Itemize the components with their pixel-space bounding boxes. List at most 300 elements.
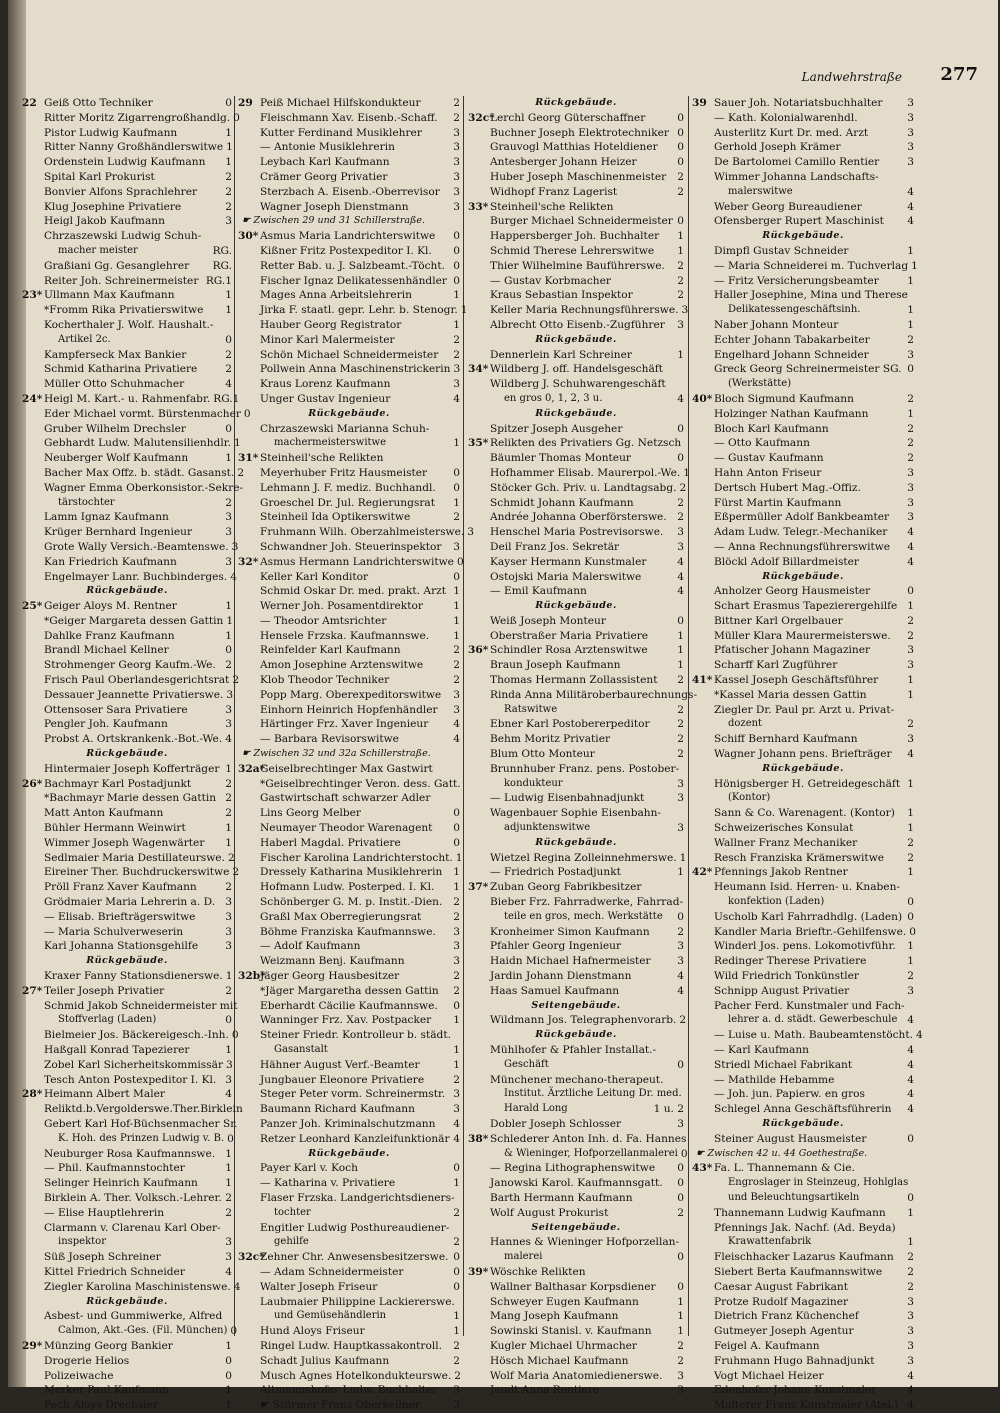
floor-number: 3 — [226, 1058, 233, 1071]
directory-entry — [238, 880, 460, 895]
floor-number: 0 — [225, 1014, 232, 1027]
directory-entry — [692, 496, 914, 511]
entry-text: Blum Otto Monteur — [490, 748, 595, 761]
directory-entry — [238, 1013, 460, 1028]
entry-text: Ziegler Karolina Maschinistenswe. — [44, 1280, 231, 1293]
floor-number: 0 — [677, 1280, 684, 1293]
entry-text: Jardin Johann Dienstmann — [490, 970, 632, 983]
section-heading-text: Seitengebäude. — [531, 999, 621, 1011]
house-number — [22, 1354, 44, 1369]
floor-number: 3 — [907, 1325, 914, 1338]
house-number — [468, 303, 490, 318]
floor-number: 2 — [677, 496, 684, 509]
house-number — [692, 1221, 714, 1236]
floor-number: 1 — [677, 659, 684, 672]
floor-number: 0 — [225, 644, 232, 657]
directory-entry — [692, 703, 914, 718]
directory-entry — [238, 200, 460, 215]
entry-text: Geiger Aloys M. Rentner — [44, 600, 177, 613]
section-heading — [692, 229, 914, 244]
house-number — [238, 288, 260, 303]
directory-entry — [238, 658, 460, 673]
floor-number — [229, 1309, 232, 1324]
floor-number: 2 — [677, 748, 684, 761]
directory-entry — [692, 126, 914, 141]
entry-text: Sowinski Stanisl. v. Kaufmann — [490, 1325, 652, 1338]
section-heading — [238, 407, 460, 422]
entry-text: Münzing Georg Bankier — [44, 1339, 173, 1352]
directory-entry — [692, 836, 914, 851]
floor-number: 3 — [225, 1251, 232, 1264]
floor-number: 3 — [677, 318, 684, 331]
house-number — [238, 732, 260, 747]
floor-number: 4 — [225, 378, 232, 391]
section-heading — [468, 1221, 684, 1236]
entry-text: Wolf August Prokurist — [490, 1206, 609, 1219]
house-number — [22, 762, 44, 777]
directory-entry — [238, 1176, 460, 1191]
directory-entry — [692, 806, 914, 821]
floor-number: 2 — [453, 1339, 460, 1352]
floor-number: 3 — [907, 644, 914, 657]
house-number — [238, 658, 260, 673]
directory-entry — [468, 1280, 684, 1295]
entry-text: Crämer Georg Privatier — [260, 170, 388, 183]
entry-text: Neuberger Wolf Kaufmann — [44, 452, 189, 465]
directory-entry — [22, 1265, 232, 1280]
house-number — [692, 126, 714, 141]
entry-text: Teiler Joseph Privatier — [44, 984, 165, 997]
directory-entry — [468, 629, 684, 644]
directory-entry — [22, 244, 232, 259]
house-number — [22, 126, 44, 141]
directory-entry — [692, 1398, 914, 1413]
directory-entry — [238, 229, 460, 244]
entry-text: Fleischhacker Lazarus Kaufmann — [714, 1251, 894, 1264]
house-number — [692, 510, 714, 525]
house-number — [692, 496, 714, 511]
entry-text: Mages Anna Arbeitslehrerin — [260, 289, 412, 302]
entry-text: und Beleuchtungsartikeln — [728, 1191, 860, 1203]
directory-entry — [692, 851, 914, 866]
house-number — [692, 791, 714, 806]
directory-entry — [692, 1206, 914, 1221]
directory-entry — [468, 969, 684, 984]
house-number — [22, 658, 44, 673]
directory-entry — [468, 1235, 684, 1250]
entry-text: machermeisterswitwe — [274, 437, 387, 449]
house-number — [238, 1117, 260, 1132]
entry-text: — Luise u. Math. Baubeamtenstöcht. — [714, 1029, 913, 1042]
house-number — [468, 1087, 490, 1102]
house-number — [22, 1191, 44, 1206]
floor-number: 2 — [453, 1206, 460, 1219]
house-number — [468, 703, 490, 718]
floor-number: 2 — [225, 170, 232, 183]
floor-number: 3 — [225, 526, 232, 539]
floor-number: 2 — [225, 348, 232, 361]
floor-number: 3 — [677, 792, 684, 805]
entry-text: Thomas Hermann Zollassistent — [490, 674, 658, 687]
entry-text: Bloch Sigmund Kaufmann — [714, 392, 854, 405]
directory-entry — [238, 1383, 460, 1398]
floor-number — [229, 318, 232, 333]
section-heading-text: Rückgebäude. — [535, 333, 617, 345]
floor-number: 0 — [677, 141, 684, 154]
floor-number: 2 — [677, 718, 684, 731]
directory-entry — [238, 939, 460, 954]
directory-entry — [692, 954, 914, 969]
floor-number: 1 — [225, 289, 232, 302]
entry-text: Hensele Frzska. Kaufmannswe. — [260, 629, 430, 642]
floor-number: 2 — [907, 614, 914, 627]
directory-entry — [22, 200, 232, 215]
entry-text: Fürst Martin Kaufmann — [714, 496, 842, 509]
floor-number: 1 — [453, 1177, 460, 1190]
entry-text: Birklein A. Ther. Volksch.-Lehrer. — [44, 1191, 222, 1204]
floor-number — [681, 880, 684, 895]
floor-number: 2 — [225, 792, 232, 805]
floor-number: 4 — [907, 540, 914, 553]
floor-number: 0 — [233, 111, 240, 124]
entry-text: Grauvogl Matthias Hoteldiener — [490, 141, 658, 154]
entry-text: Amon Josephine Arztenswitwe — [260, 659, 424, 672]
entry-text: Kutter Ferdinand Musiklehrer — [260, 126, 422, 139]
house-number — [692, 851, 714, 866]
directory-entry — [238, 1265, 460, 1280]
floor-number: 3 — [907, 156, 914, 169]
floor-number: 4 — [225, 1265, 232, 1278]
directory-entry — [22, 1132, 232, 1147]
entry-text: Schön Michael Schneidermeister — [260, 348, 439, 361]
entry-text: Asbest- und Gummiwerke, Alfred — [44, 1310, 223, 1323]
house-number — [238, 880, 260, 895]
floor-number: 2 — [677, 289, 684, 302]
house-number: 29* — [22, 1339, 43, 1352]
cross-street-note — [238, 747, 460, 762]
directory-entry — [692, 791, 914, 806]
directory-entry — [692, 1102, 914, 1117]
house-number — [692, 658, 714, 673]
floor-number: 0 — [453, 1265, 460, 1278]
house-number — [22, 466, 44, 481]
entry-text: Jirka F. staatl. gepr. Lehr. b. Stenogr. — [260, 304, 458, 317]
floor-number: 0 — [225, 422, 232, 435]
directory-entry — [22, 1206, 232, 1221]
entry-text: Krüger Bernhard Ingenieur — [44, 526, 193, 539]
directory-entry — [468, 451, 684, 466]
house-number — [692, 969, 714, 984]
house-number — [468, 1117, 490, 1132]
entry-text: Haberl Magdal. Privatiere — [260, 836, 401, 849]
directory-entry — [468, 1117, 684, 1132]
floor-number: 1 — [677, 230, 684, 243]
directory-entry — [22, 1043, 232, 1058]
directory-entry — [692, 629, 914, 644]
floor-number: 0 — [225, 1369, 232, 1382]
entry-text: Deil Franz Jos. Sekretär — [490, 540, 620, 553]
house-number — [468, 1043, 490, 1058]
floor-number: 3 — [225, 910, 232, 923]
directory-entry — [22, 688, 232, 703]
entry-text: Bacher Max Offz. b. städt. Gasanst. — [44, 466, 235, 479]
directory-entry — [22, 525, 232, 540]
house-number — [692, 185, 714, 200]
entry-text: — Antonie Musiklehrerin — [260, 141, 395, 154]
directory-entry — [238, 111, 460, 126]
entry-text: — Adam Schneidermeister — [260, 1265, 404, 1278]
directory-entry — [692, 407, 914, 422]
floor-number: 1 — [677, 348, 684, 361]
house-number — [692, 821, 714, 836]
entry-text: Ratswitwe — [504, 703, 558, 715]
directory-entry — [22, 925, 232, 940]
house-number — [692, 1339, 714, 1354]
directory-entry — [238, 1206, 460, 1221]
house-number — [238, 496, 260, 511]
house-number — [238, 954, 260, 969]
entry-text: Engitler Ludwig Posthureaudiener- — [260, 1221, 450, 1234]
house-number — [22, 362, 44, 377]
house-number — [692, 939, 714, 954]
floor-number — [681, 1235, 684, 1250]
directory-entry — [22, 436, 241, 451]
directory-entry — [468, 126, 684, 141]
floor-number: 3 — [453, 170, 460, 183]
house-number — [468, 1250, 490, 1265]
entry-text: Schmid Oskar Dr. med. prakt. Arzt — [260, 585, 446, 598]
directory-entry — [692, 1176, 914, 1191]
directory-entry — [692, 821, 914, 836]
floor-number: 3 — [681, 304, 689, 317]
floor-number: 3 — [677, 526, 684, 539]
floor-number: 4 — [907, 1103, 914, 1116]
entry-text: Klug Josephine Privatiere — [44, 200, 182, 213]
floor-number — [681, 436, 684, 451]
entry-text: Kraus Sebastian Inspektor — [490, 289, 633, 302]
house-number — [692, 1295, 714, 1310]
directory-entry — [692, 1132, 914, 1147]
directory-entry — [468, 910, 684, 925]
floor-number — [461, 777, 464, 792]
house-number — [468, 688, 490, 703]
directory-entry — [692, 185, 914, 200]
directory-entry — [238, 1191, 460, 1206]
house-number — [22, 1028, 44, 1043]
entry-text: ☛ Stürmer Franz Oberkellner — [260, 1399, 420, 1412]
entry-text: Frisch Paul Oberlandesgerichtsrat — [44, 674, 230, 687]
directory-entry — [692, 747, 914, 762]
entry-text: Ullmann Max Kaufmann — [44, 289, 175, 302]
entry-text: Wietzel Regina Zolleinnehmerswe. — [490, 851, 677, 864]
entry-text: Hösch Michael Kaufmann — [490, 1354, 629, 1367]
entry-text: Resch Franziska Krämerswitwe — [714, 851, 885, 864]
entry-text: Brandl Michael Kellner — [44, 644, 169, 657]
entry-text: Anholzer Georg Hausmeister — [714, 585, 871, 598]
house-number: 31* — [238, 452, 259, 465]
directory-entry — [468, 140, 684, 155]
house-number — [22, 614, 44, 629]
house-number — [692, 954, 714, 969]
floor-number: 4 — [677, 970, 684, 983]
floor-number: 1 — [453, 1014, 460, 1027]
entry-text: Ostojski Maria Malerswitwe — [490, 570, 642, 583]
directory-entry — [692, 1058, 914, 1073]
floor-number: 0 — [231, 1029, 239, 1042]
entry-text: Ringel Ludw. Hauptkassakontroll. — [260, 1339, 442, 1352]
directory-entry — [22, 1369, 232, 1384]
house-number — [22, 1235, 44, 1250]
directory-entry — [22, 880, 232, 895]
floor-number: 3 — [677, 540, 684, 553]
entry-text: Gutmeyer Joseph Agentur — [714, 1325, 854, 1338]
entry-text: Scharff Karl Zugführer — [714, 659, 838, 672]
directory-entry — [238, 584, 460, 599]
floor-number: 1 — [226, 614, 234, 627]
floor-number: RG.1 — [205, 274, 232, 287]
directory-column-4 — [692, 96, 923, 1412]
entry-text: Wanninger Frz. Xav. Postpacker — [260, 1014, 432, 1027]
floor-number: 1 — [677, 644, 684, 657]
floor-number: 1 — [907, 407, 914, 420]
section-heading-text: Rückgebäude. — [308, 407, 390, 419]
directory-entry — [238, 910, 460, 925]
floor-number: 0 — [677, 1058, 684, 1071]
directory-entry — [238, 140, 460, 155]
floor-number: 1 — [453, 585, 460, 598]
floor-number: 4 — [907, 1058, 914, 1071]
directory-entry — [238, 540, 460, 555]
house-number — [22, 688, 44, 703]
entry-text: Musch Agnes Hotelkondukteurswe. — [260, 1369, 452, 1382]
directory-entry — [238, 422, 460, 437]
floor-number: 1 — [677, 1325, 684, 1338]
house-number — [22, 422, 44, 437]
house-number — [692, 747, 714, 762]
directory-entry — [238, 244, 460, 259]
directory-entry — [22, 643, 232, 658]
floor-number: 2 — [225, 1191, 232, 1204]
house-number — [468, 747, 490, 762]
floor-number: 3 — [453, 703, 460, 716]
floor-number: 2 — [453, 970, 460, 983]
house-number — [692, 155, 714, 170]
floor-number: 1 — [460, 304, 468, 317]
entry-text: Müller Otto Schuhmacher — [44, 378, 185, 391]
directory-entry — [468, 288, 684, 303]
entry-text: Kan Friedrich Kaufmann — [44, 555, 177, 568]
floor-number: 3 — [453, 156, 460, 169]
entry-text: — Gustav Korbmacher — [490, 274, 611, 287]
directory-entry — [468, 717, 684, 732]
floor-number: 4 — [907, 1399, 914, 1412]
entry-text: — Otto Kaufmann — [714, 437, 810, 450]
floor-number: 1 — [225, 822, 232, 835]
floor-number: 1 — [677, 1295, 684, 1308]
house-number — [468, 865, 490, 880]
floor-number — [911, 791, 914, 806]
entry-text: — Maria Schulverweserin — [44, 925, 184, 938]
entry-text: Dimpfl Gustav Schneider — [714, 244, 849, 257]
directory-entry — [238, 969, 460, 984]
house-number — [692, 318, 714, 333]
house-number — [22, 925, 44, 940]
floor-number: 3 — [907, 1339, 914, 1352]
house-number — [238, 392, 260, 407]
house-number — [468, 259, 490, 274]
house-number — [238, 1028, 260, 1043]
section-heading — [468, 1028, 684, 1043]
entry-text: ☛ Zwischen 29 und 31 Schillerstraße. — [242, 215, 426, 227]
floor-number: 4 — [677, 585, 684, 598]
house-number — [238, 1309, 260, 1324]
house-number — [22, 214, 44, 229]
cross-street-note — [692, 1147, 914, 1162]
floor-number: 1 — [679, 851, 687, 864]
entry-text: Edenhofer Johann Kunstmaler — [714, 1384, 877, 1397]
section-heading-text: Rückgebäude. — [762, 762, 844, 774]
house-number — [238, 1058, 260, 1073]
directory-entry — [238, 732, 460, 747]
directory-entry — [238, 599, 460, 614]
section-heading — [22, 1295, 232, 1310]
house-number — [468, 126, 490, 141]
entry-text: Bielmeier Jos. Bäckereigesch.-Inh. — [44, 1029, 229, 1042]
house-number — [692, 348, 714, 363]
house-number — [692, 629, 714, 644]
house-number — [238, 614, 260, 629]
floor-number: 3 — [677, 1117, 684, 1130]
entry-text: — Elise Hauptlehrerin — [44, 1206, 165, 1219]
house-number — [22, 673, 44, 688]
entry-text: konfektion (Laden) — [728, 896, 825, 908]
directory-entry — [238, 999, 460, 1014]
house-number: 37* — [468, 881, 489, 894]
floor-number: 3 — [453, 955, 460, 968]
directory-entry — [22, 274, 232, 289]
floor-number: 2 — [677, 1206, 684, 1219]
directory-entry — [468, 865, 684, 880]
directory-entry — [692, 673, 914, 688]
floor-number: 4 — [225, 733, 232, 746]
floor-number: 4 — [677, 984, 684, 997]
house-number — [238, 436, 260, 451]
entry-text: Popp Marg. Oberexpeditorswitwe — [260, 688, 442, 701]
directory-entry — [692, 481, 914, 496]
directory-entry — [692, 1073, 914, 1088]
floor-number — [681, 762, 684, 777]
entry-text: Haas Samuel Kaufmann — [490, 984, 620, 997]
directory-entry — [468, 1147, 688, 1162]
house-number — [468, 555, 490, 570]
directory-entry — [468, 318, 684, 333]
floor-number: 0 — [907, 1191, 914, 1204]
directory-entry — [468, 791, 684, 806]
house-number — [238, 1087, 260, 1102]
directory-entry — [22, 214, 232, 229]
entry-text: Schiff Bernhard Kaufmann — [714, 733, 858, 746]
directory-entry — [238, 1073, 460, 1088]
entry-text: Brunnhuber Franz. pens. Postober- — [490, 762, 680, 775]
floor-number: 2 — [453, 1354, 460, 1367]
entry-text: lehrer a. d. städt. Gewerbeschule — [728, 1014, 898, 1026]
house-number — [692, 643, 714, 658]
entry-text: malerswitwe — [728, 185, 793, 197]
directory-entry — [22, 599, 232, 614]
house-number — [468, 673, 490, 688]
floor-number: 2 — [677, 733, 684, 746]
entry-text: Fruhmann Wilh. Oberzahlmeisterswe. — [260, 526, 465, 539]
